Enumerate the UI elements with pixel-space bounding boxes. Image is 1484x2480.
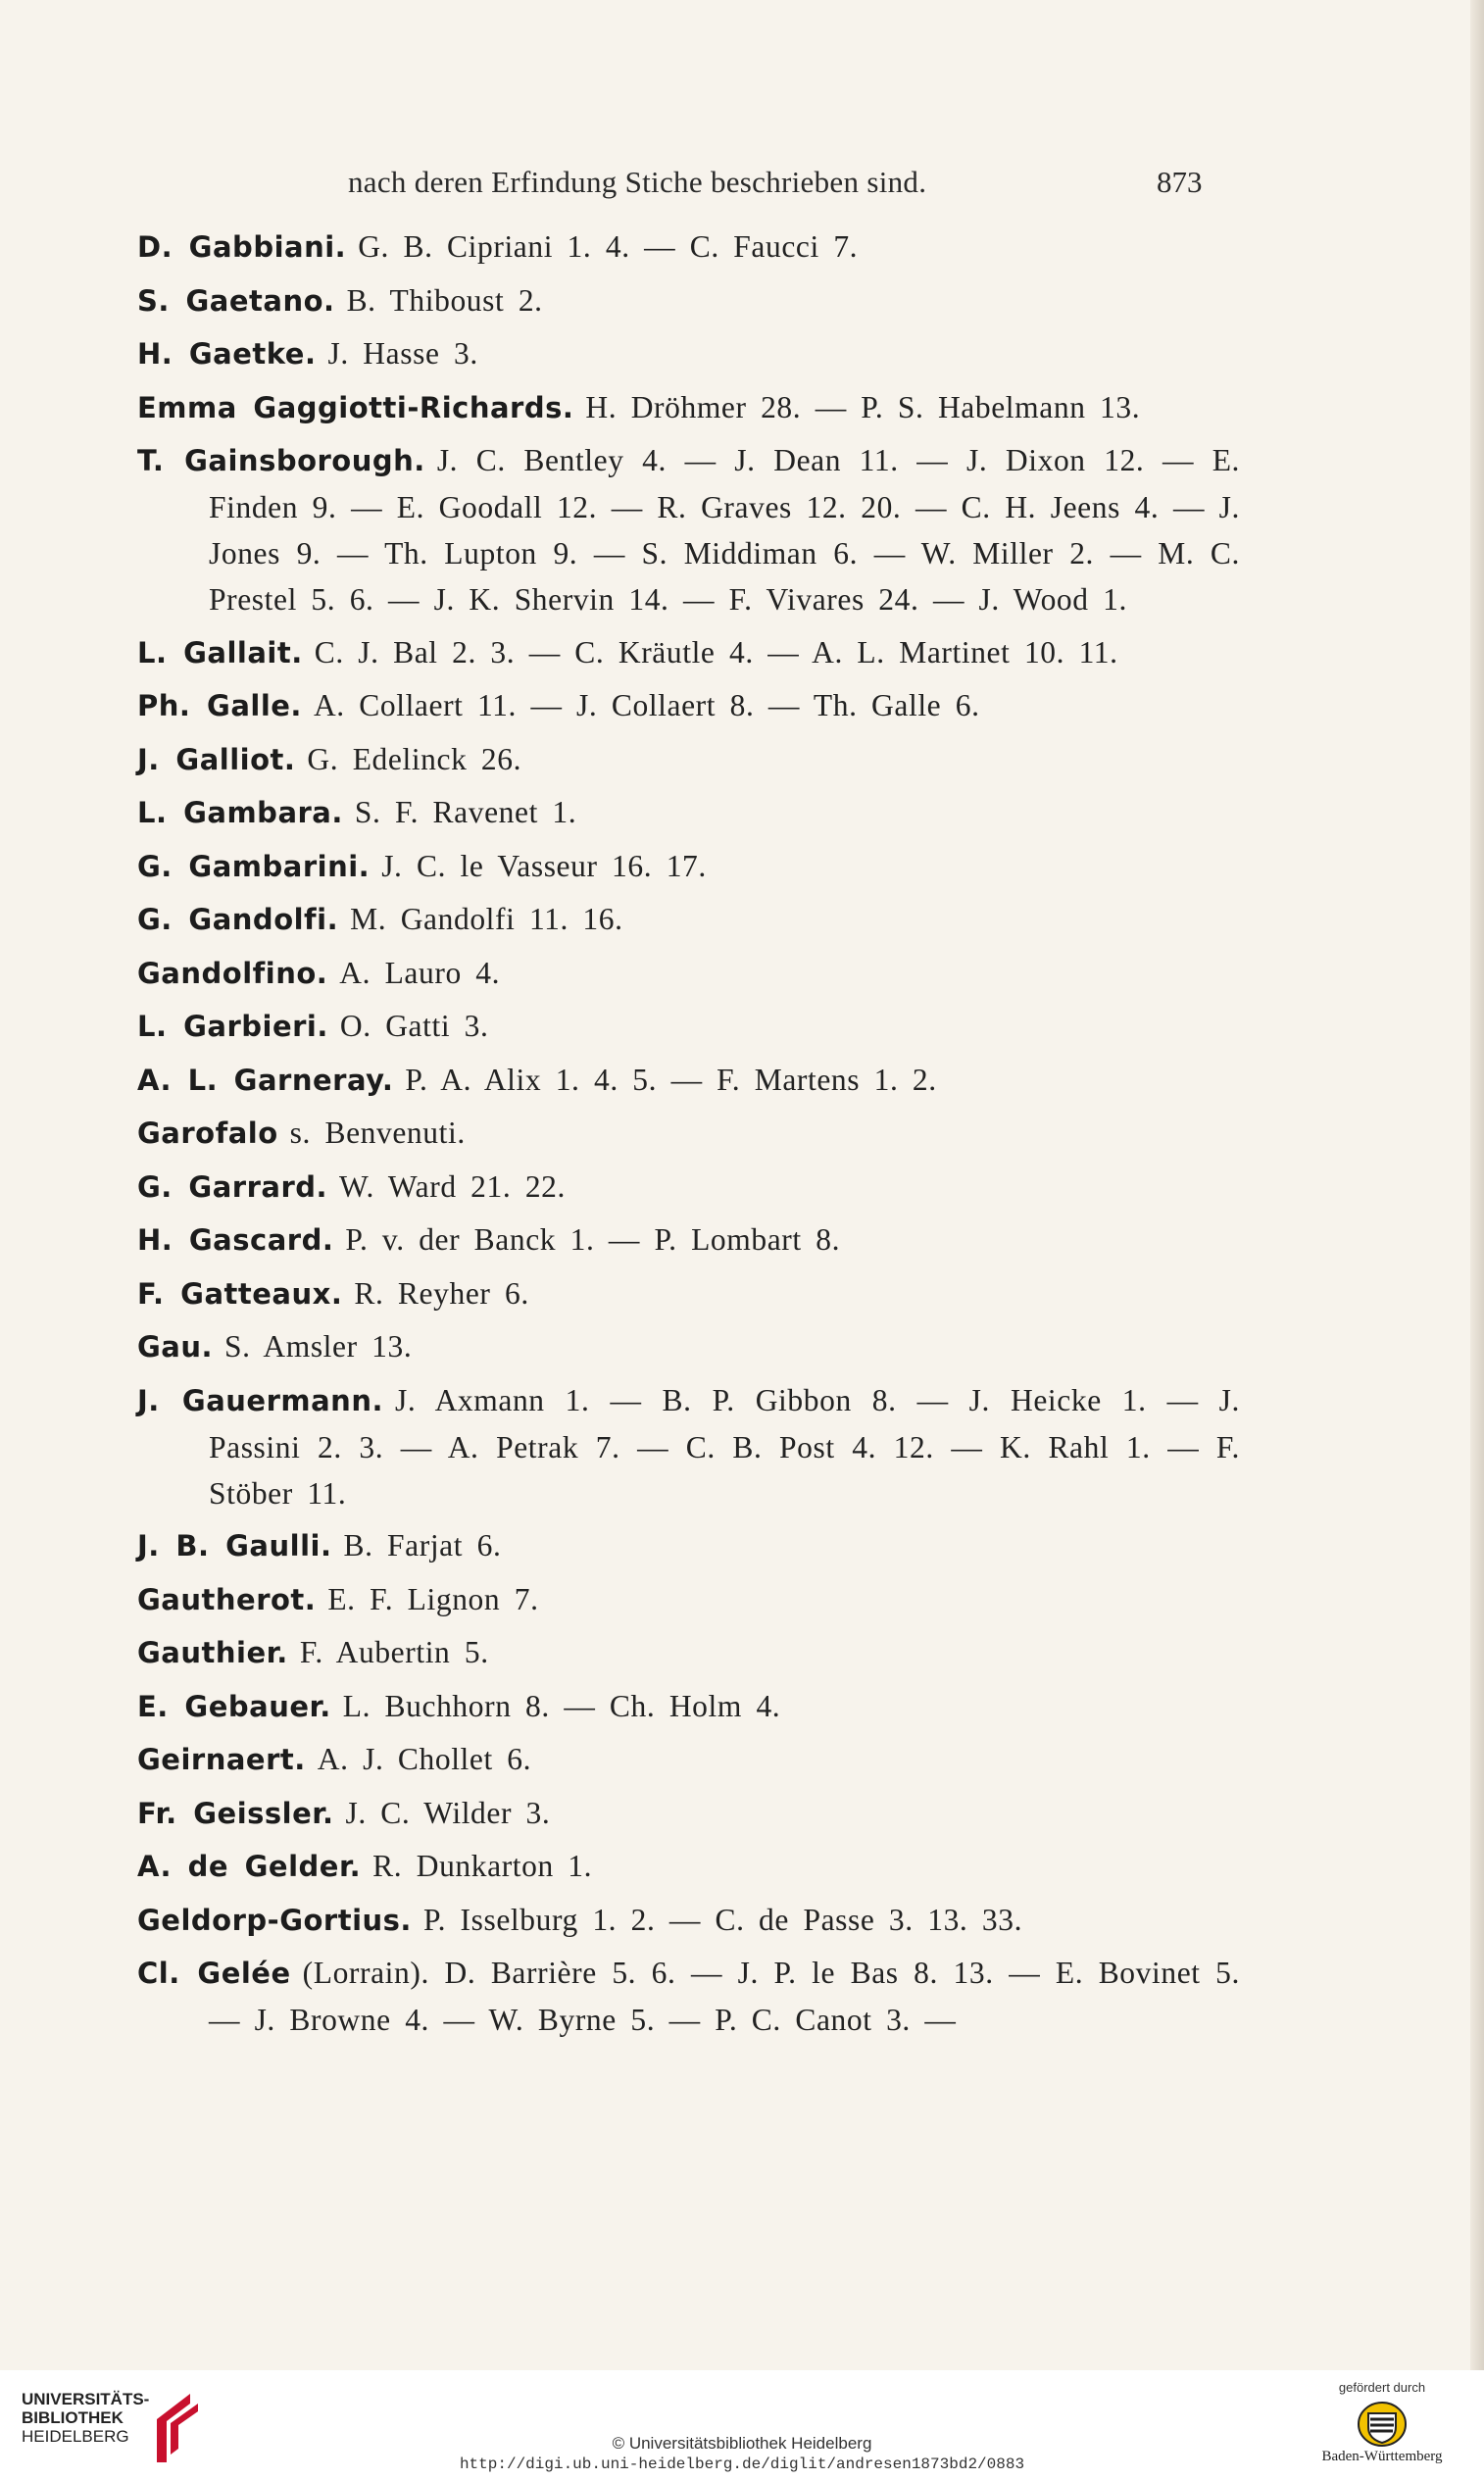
engraver-references: O. Gatti 3. [339, 1009, 489, 1043]
index-entry [137, 682, 1240, 729]
engraver-references: A. Collaert 11. — J. Collaert 8. — Th. Galle 6. [313, 688, 980, 722]
artist-name: L. Garbieri. [137, 1010, 328, 1043]
engraver-references: A. Lauro 4. [339, 955, 501, 990]
index-entry [137, 1843, 1240, 1890]
page-edge-shadow [1470, 0, 1484, 2370]
index-entry [137, 1736, 1240, 1783]
engraver-references: G. Edelinck 26. [307, 741, 522, 776]
engraver-references: L. Buchhorn 8. — Ch. Holm 4. [342, 1688, 781, 1723]
artist-name: Gauthier. [137, 1636, 288, 1669]
index-entry [137, 1897, 1240, 1944]
artist-name: T. Gainsborough. [137, 444, 425, 477]
artist-name: Ph. Galle. [137, 689, 302, 722]
library-name-line1: UNIVERSITÄTS- [22, 2390, 150, 2408]
artist-name: H. Gascard. [137, 1223, 334, 1257]
artist-name: Geirnaert. [137, 1743, 306, 1776]
engraver-references: P. A. Alix 1. 4. 5. — F. Martens 1. 2. [405, 1062, 937, 1097]
artist-name: Fr. Geissler. [137, 1796, 334, 1830]
sponsor-block [1304, 2380, 1470, 2473]
index-entry [137, 1683, 1240, 1730]
artist-name: A. L. Garneray. [137, 1063, 394, 1097]
artist-name: J. B. Gaulli. [137, 1529, 332, 1562]
artist-name: S. Gaetano. [137, 283, 335, 318]
artist-name: Gandolfino. [137, 956, 328, 990]
engraver-references: F. Aubertin 5. [299, 1635, 489, 1669]
artist-name: J. Galliot. [137, 742, 296, 776]
engraver-references: B. Thiboust 2. [346, 282, 543, 318]
engraver-references: G. B. Cipriani 1. 4. — C. Faucci 7. [358, 229, 859, 264]
index-entries [137, 223, 1240, 2050]
engraver-references: J. C. Bentley 4. — J. Dean 11. — J. Dixon 12. — E. Finden 9. — E. Goodall 12. — R. Graves 12. 20. — C. H. Jeens 4. — J. Jones 9. — Th. Lupton 9. — S. Middiman 6. — W. Miller 2. — M. C. Prestel 5. 6. — J. K. Shervin 14. — F. Vivares 24. — J. Wood 1. [209, 443, 1241, 617]
engraver-references: R. Reyher 6. [354, 1275, 529, 1311]
artist-name: L. Gallait. [137, 635, 303, 670]
index-entry [137, 437, 1240, 622]
index-entry [137, 1057, 1240, 1104]
engraver-references: B. Farjat 6. [343, 1528, 502, 1562]
artist-name: Gautherot. [137, 1582, 317, 1616]
index-entry [137, 1576, 1240, 1623]
library-name-line3: HEIDELBERG [22, 2427, 129, 2446]
index-entry [137, 1110, 1240, 1157]
engraver-references: J. C. le Vasseur 16. 17. [381, 848, 707, 883]
artist-name: G. Gandolfi. [137, 903, 339, 936]
artist-name: Cl. Gelée [137, 1957, 291, 1990]
index-entry [137, 1003, 1240, 1050]
index-entry [137, 629, 1240, 676]
engraver-references: E. F. Lignon 7. [327, 1581, 539, 1616]
running-title: nach deren Erfindung Stiche beschrieben sind. [348, 165, 927, 199]
engraver-references: C. J. Bal 2. 3. — C. Kräutle 4. — A. L. Martinet 10. 11. [314, 634, 1118, 670]
index-entry [137, 736, 1240, 783]
index-entry [137, 1377, 1240, 1516]
artist-name: J. Gauermann. [137, 1383, 383, 1417]
artist-name: Gau. [137, 1330, 214, 1364]
index-entry [137, 950, 1240, 997]
index-entry [137, 843, 1240, 890]
library-name-line2: BIBLIOTHEK [22, 2408, 124, 2427]
artist-name: L. Gambara. [137, 796, 343, 829]
sponsor-label: gefördert durch [1338, 2380, 1426, 2395]
artist-name: G. Garrard. [137, 1169, 328, 1204]
index-entry [137, 1270, 1240, 1317]
engraver-references: s. Benvenuti. [289, 1116, 466, 1150]
index-entry [137, 1950, 1240, 2043]
artist-name: E. Gebauer. [137, 1689, 331, 1723]
engraver-references: (Lorrain). D. Barrière 5. 6. — J. P. le Bas 8. 13. — E. Bovinet 5. — J. Browne 4. — W. Byrne 5. — P. C. Canot 3. — [209, 1956, 1240, 2037]
index-entry [137, 1522, 1240, 1569]
artist-name: Geldorp-Gortius. [137, 1903, 412, 1937]
index-entry [137, 1216, 1240, 1264]
artist-name: H. Gaetke. [137, 337, 317, 371]
engraver-references: P. v. der Banck 1. — P. Lombart 8. [345, 1222, 841, 1257]
engraver-references: H. Dröhmer 28. — P. S. Habelmann 13. [585, 389, 1141, 424]
index-entry [137, 789, 1240, 836]
index-entry [137, 277, 1240, 324]
index-entry [137, 896, 1240, 943]
artist-name: Emma Gaggiotti-Richards. [137, 390, 574, 424]
baden-wuerttemberg-crest-icon [1357, 2400, 1408, 2449]
artist-name: Garofalo [137, 1116, 278, 1150]
source-url-link[interactable]: http://digi.ub.uni-heidelberg.de/diglit/andresen1873bd2/0883 [459, 2455, 1025, 2473]
engraver-references: S. Amsler 13. [224, 1329, 413, 1364]
index-entry [137, 384, 1240, 431]
index-entry [137, 223, 1240, 271]
index-entry [137, 1323, 1240, 1370]
sponsor-name: Baden-Württemberg [1321, 2449, 1443, 2464]
page-number: 873 [1157, 165, 1203, 199]
index-entry [137, 1164, 1240, 1211]
engraver-references: P. Isselburg 1. 2. — C. de Passe 3. 13. 33. [422, 1902, 1023, 1937]
engraver-references: J. Hasse 3. [327, 336, 478, 371]
running-head [0, 165, 1484, 204]
engraver-references: M. Gandolfi 11. 16. [350, 902, 623, 936]
engraver-references: A. J. Chollet 6. [317, 1742, 532, 1776]
engraver-references: W. Ward 21. 22. [339, 1168, 566, 1204]
engraver-references: R. Dunkarton 1. [372, 1849, 593, 1883]
engraver-references: J. Axmann 1. — B. P. Gibbon 8. — J. Heicke 1. — J. Passini 2. 3. — A. Petrak 7. — C. B. Post 4. 12. — K. Rahl 1. — F. Stöber 11. [209, 1382, 1240, 1511]
index-entry [137, 1790, 1240, 1837]
artist-name: F. Gatteaux. [137, 1276, 343, 1311]
copyright-notice: © Universitätsbibliothek Heidelberg [612, 2434, 872, 2453]
artist-name: D. Gabbiani. [137, 230, 347, 264]
artist-name: G. Gambarini. [137, 849, 371, 883]
engraver-references: J. C. Wilder 3. [345, 1795, 551, 1830]
index-entry [137, 1629, 1240, 1676]
artist-name: A. de Gelder. [137, 1850, 362, 1883]
engraver-references: S. F. Ravenet 1. [354, 795, 577, 829]
index-entry [137, 330, 1240, 377]
